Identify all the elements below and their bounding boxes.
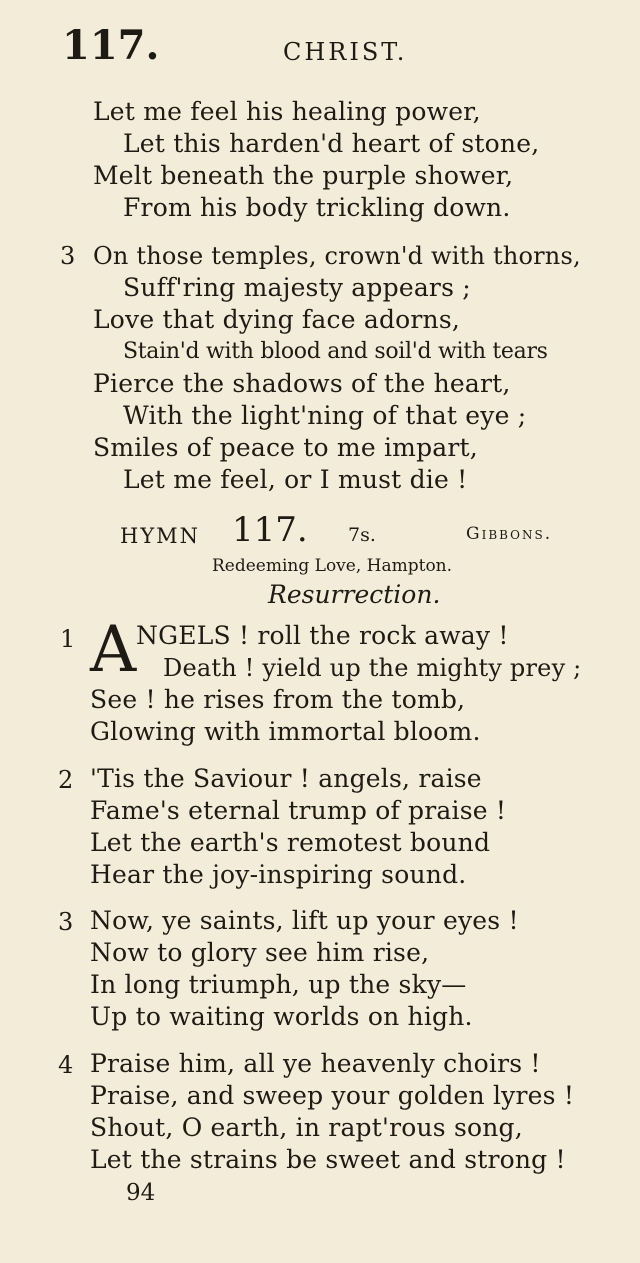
verse-line: Melt beneath the purple shower, [93, 161, 514, 190]
verse-line: Stain'd with blood and soil'd with tears [123, 339, 548, 364]
stanza-number: 4 [58, 1051, 74, 1079]
verse-line: Smiles of peace to me impart, [93, 433, 478, 462]
verse-line: From his body trickling down. [123, 193, 511, 222]
verse-line: Praise, and sweep your golden lyres ! [90, 1081, 575, 1110]
stanza-number: 1 [60, 625, 76, 653]
verse-line: Let this harden'd heart of stone, [123, 129, 540, 158]
verse-line: Fame's eternal trump of praise ! [90, 796, 507, 825]
verse-line: NGELS ! roll the rock away ! [136, 621, 509, 650]
hymn-label: HYMN [120, 524, 201, 548]
verse-line: 'Tis the Saviour ! angels, raise [90, 764, 482, 793]
hymn-meter: 7s. [348, 524, 376, 546]
verse-line: Praise him, all ye heavenly choirs ! [90, 1049, 541, 1078]
verse-line: Let me feel, or I must die ! [123, 465, 468, 494]
verse-line: In long triumph, up the sky— [90, 970, 467, 999]
hymn-subject: Resurrection. [268, 580, 441, 609]
alternate-tunes: Redeeming Love, Hampton. [212, 556, 453, 576]
verse-line: Let the earth's remotest bound [90, 828, 491, 857]
verse-line: Shout, O earth, in rapt'rous song, [90, 1113, 523, 1142]
verse-line: Hear the joy-inspiring sound. [90, 860, 467, 889]
running-head-number: 117. [62, 22, 160, 69]
verse-line: With the light'ning of that eye ; [123, 401, 527, 430]
verse-line: Pierce the shadows of the heart, [93, 369, 511, 398]
drop-cap: A [90, 613, 137, 687]
verse-line: Love that dying face adorns, [93, 305, 461, 334]
verse-line: Up to waiting worlds on high. [90, 1002, 473, 1031]
hymn-tune: Gibbons. [466, 524, 553, 544]
verse-line: Let me feel his healing power, [93, 97, 481, 126]
running-head-title: CHRIST. [283, 38, 408, 66]
verse-line: See ! he rises from the tomb, [90, 685, 466, 714]
verse-line: Now to glory see him rise, [90, 938, 430, 967]
stanza-number: 3 [60, 242, 76, 270]
verse-line: On those temples, crown'd with thorns, [93, 242, 581, 270]
verse-line: Suff'ring majesty appears ; [123, 273, 471, 302]
stanza-number: 2 [58, 766, 74, 794]
verse-line: Death ! yield up the mighty prey ; [163, 654, 582, 682]
stanza-number: 3 [58, 908, 74, 936]
verse-line: Glowing with immortal bloom. [90, 717, 481, 746]
page-number: 94 [126, 1180, 156, 1206]
hymn-number: 117. [232, 510, 308, 550]
verse-line: Now, ye saints, lift up your eyes ! [90, 906, 519, 935]
verse-line: Let the strains be sweet and strong ! [90, 1145, 566, 1174]
